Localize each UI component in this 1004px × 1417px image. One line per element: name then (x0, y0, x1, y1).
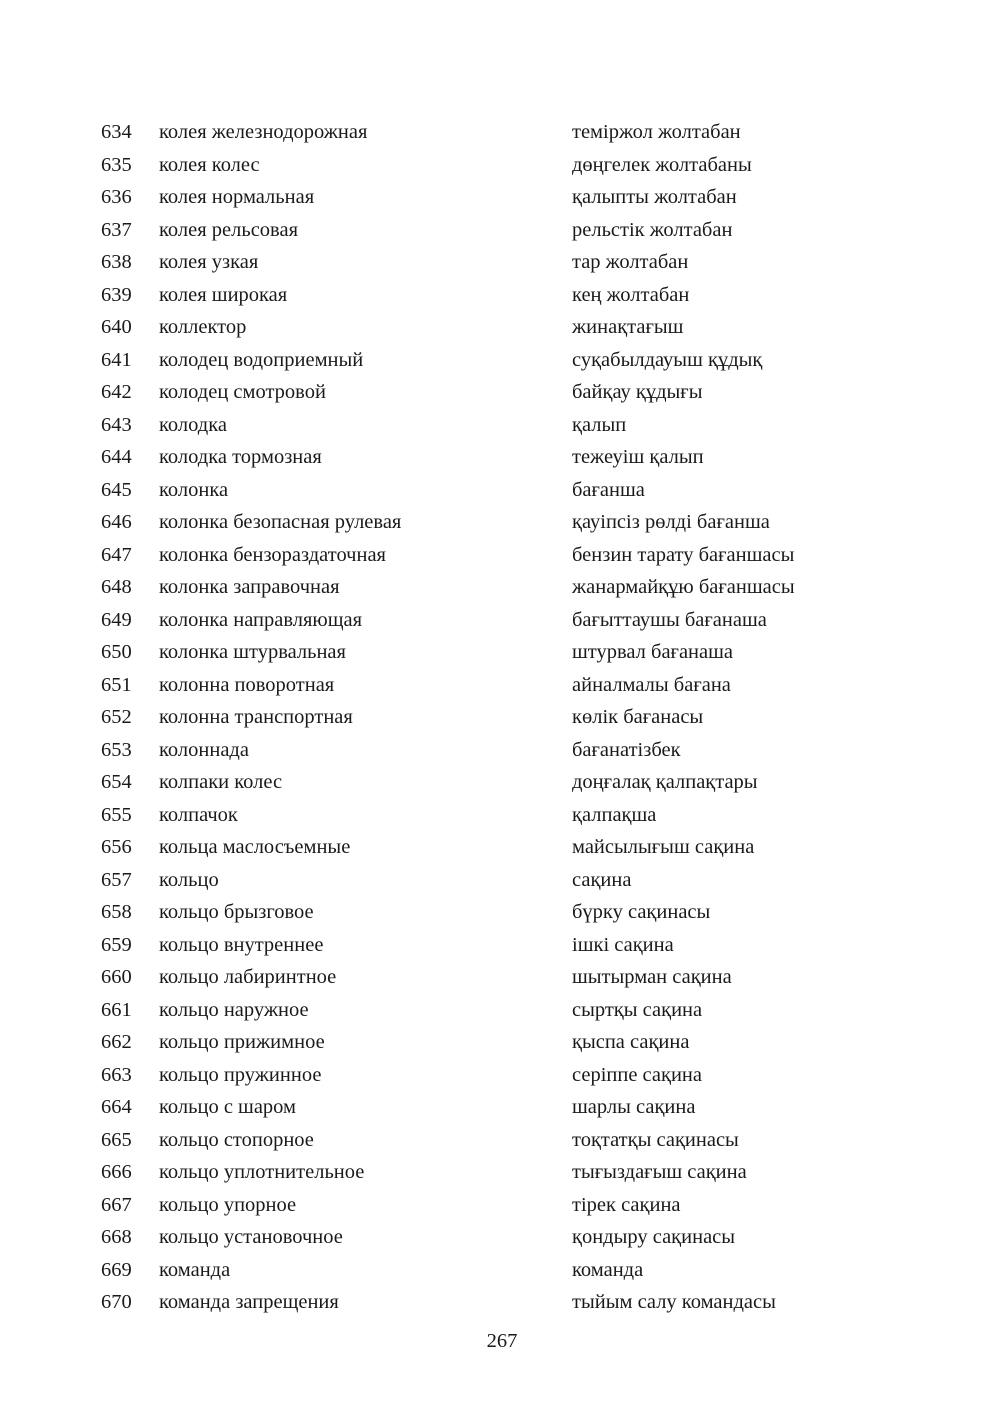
kazakh-term: бағанша (572, 478, 645, 501)
entry-number: 649 (101, 608, 132, 631)
kazakh-term: кең жолтабан (572, 283, 690, 306)
kazakh-term: майсылығыш сақина (572, 836, 755, 858)
kazakh-term: тежеуіш қалып (572, 446, 704, 468)
entry-number: 641 (101, 348, 132, 371)
russian-term: колонка заправочная (159, 576, 340, 598)
russian-term: кольцо лабиринтное (159, 966, 337, 988)
entry-number: 638 (101, 251, 132, 273)
entry-number: 658 (101, 901, 132, 923)
kazakh-term: ішкі сақина (572, 933, 674, 956)
list-item (0, 1124, 1004, 1157)
kazakh-term: доңғалақ қалпақтары (572, 771, 758, 793)
entry-number: 636 (101, 186, 132, 208)
entry-number: 659 (101, 933, 132, 956)
list-item (0, 344, 1004, 377)
entry-number: 650 (101, 641, 132, 663)
russian-term: колоннада (159, 738, 249, 761)
kazakh-term: тыйым салу командасы (572, 1291, 776, 1313)
kazakh-term: штурвал бағанаша (572, 641, 734, 663)
kazakh-term: тоқтатқы сақинасы (572, 1128, 739, 1151)
list-item (0, 441, 1004, 474)
russian-term: колонка (159, 478, 229, 501)
russian-term: колея колес (159, 153, 260, 176)
entry-number: 645 (101, 478, 132, 501)
entry-number: 642 (101, 381, 132, 403)
list-item (0, 1286, 1004, 1319)
list-item (0, 116, 1004, 149)
kazakh-term: тірек сақина (572, 1193, 681, 1216)
russian-term: кольцо упорное (159, 1193, 297, 1216)
russian-term: кольцо брызговое (159, 901, 314, 923)
russian-term: колонка бензораздаточная (159, 543, 386, 566)
list-item (0, 506, 1004, 539)
kazakh-term: шарлы сақина (572, 1096, 696, 1118)
list-item (0, 669, 1004, 702)
russian-term: колодец водоприемный (159, 348, 364, 371)
entry-number: 666 (101, 1161, 132, 1183)
russian-term: колпачок (159, 803, 238, 826)
russian-term: команда (159, 1258, 231, 1281)
russian-term: колея нормальная (159, 186, 315, 208)
russian-term: колея широкая (159, 283, 288, 306)
russian-term: колонка направляющая (159, 608, 363, 631)
kazakh-term: дөңгелек жолтабаны (572, 153, 752, 176)
list-item (0, 994, 1004, 1027)
kazakh-term: қыспа сақина (572, 1031, 690, 1053)
list-item (0, 539, 1004, 572)
russian-term: колонка штурвальная (159, 641, 346, 663)
kazakh-term: бағанатізбек (572, 738, 681, 761)
kazakh-term: сақина (572, 868, 632, 891)
kazakh-term: қалып (572, 413, 627, 436)
russian-term: колея рельсовая (159, 218, 298, 241)
entry-number: 668 (101, 1226, 132, 1248)
list-item (0, 961, 1004, 994)
glossary-list (0, 116, 1004, 1319)
entry-number: 662 (101, 1031, 132, 1053)
russian-term: коллектор (159, 316, 247, 338)
entry-number: 655 (101, 803, 132, 826)
kazakh-term: сыртқы сақина (572, 998, 703, 1021)
russian-term: кольцо внутреннее (159, 933, 324, 956)
kazakh-term: бензин тарату бағаншасы (572, 543, 795, 566)
russian-term: кольцо прижимное (159, 1031, 325, 1053)
entry-number: 665 (101, 1128, 132, 1151)
entry-number: 639 (101, 283, 132, 306)
list-item (0, 1026, 1004, 1059)
entry-number: 634 (101, 121, 132, 143)
list-item (0, 279, 1004, 312)
entry-number: 653 (101, 738, 132, 761)
kazakh-term: тығыздағыш сақина (572, 1161, 747, 1183)
list-item (0, 896, 1004, 929)
russian-term: колонна поворотная (159, 673, 335, 696)
russian-term: кольца маслосъемные (159, 836, 351, 858)
russian-term: кольцо наружное (159, 998, 309, 1021)
russian-term: колея узкая (159, 251, 259, 273)
kazakh-term: рельстік жолтабан (572, 218, 733, 241)
kazakh-term: көлік бағанасы (572, 706, 704, 728)
entry-number: 643 (101, 413, 132, 436)
kazakh-term: команда (572, 1258, 644, 1281)
list-item (0, 181, 1004, 214)
entry-number: 640 (101, 316, 132, 338)
list-item (0, 1091, 1004, 1124)
kazakh-term: суқабылдауыш құдық (572, 348, 763, 371)
page-number: 267 (486, 1330, 518, 1352)
list-item (0, 214, 1004, 247)
kazakh-term: қалпақша (572, 803, 657, 826)
kazakh-term: теміржол жолтабан (572, 121, 741, 143)
entry-number: 657 (101, 868, 132, 891)
russian-term: колодка (159, 413, 227, 436)
russian-term: кольцо пружинное (159, 1063, 322, 1086)
entry-number: 637 (101, 218, 132, 241)
list-item (0, 636, 1004, 669)
list-item (0, 766, 1004, 799)
russian-term: кольцо стопорное (159, 1128, 314, 1151)
entry-number: 669 (101, 1258, 132, 1281)
list-item (0, 929, 1004, 962)
entry-number: 644 (101, 446, 132, 468)
entry-number: 654 (101, 771, 132, 793)
kazakh-term: бүрку сақинасы (572, 901, 711, 923)
list-item (0, 604, 1004, 637)
russian-term: кольцо (159, 868, 219, 891)
list-item (0, 1221, 1004, 1254)
list-item (0, 734, 1004, 767)
entry-number: 670 (101, 1291, 132, 1313)
list-item (0, 311, 1004, 344)
entry-number: 648 (101, 576, 132, 598)
russian-term: кольцо уплотнительное (159, 1161, 365, 1183)
entry-number: 646 (101, 511, 132, 533)
list-item (0, 831, 1004, 864)
list-item (0, 149, 1004, 182)
list-item (0, 864, 1004, 897)
kazakh-term: қауіпсіз рөлді бағанша (572, 511, 770, 533)
kazakh-term: қалыпты жолтабан (572, 186, 737, 208)
list-item (0, 799, 1004, 832)
entry-number: 660 (101, 966, 132, 988)
entry-number: 651 (101, 673, 132, 696)
russian-term: колодка тормозная (159, 446, 322, 468)
list-item (0, 1156, 1004, 1189)
russian-term: колпаки колес (159, 771, 283, 793)
entry-number: 652 (101, 706, 132, 728)
entry-number: 635 (101, 153, 132, 176)
russian-term: колодец смотровой (159, 381, 326, 403)
kazakh-term: шытырман сақина (572, 966, 732, 988)
list-item (0, 246, 1004, 279)
list-item (0, 571, 1004, 604)
list-item (0, 376, 1004, 409)
kazakh-term: бағыттаушы бағанаша (572, 608, 767, 631)
kazakh-term: серіппе сақина (572, 1063, 703, 1086)
list-item (0, 409, 1004, 442)
kazakh-term: жанармайқұю бағаншасы (572, 576, 795, 598)
list-item (0, 701, 1004, 734)
kazakh-term: қондыру сақинасы (572, 1226, 736, 1248)
list-item (0, 1189, 1004, 1222)
entry-number: 656 (101, 836, 132, 858)
list-item (0, 1254, 1004, 1287)
list-item (0, 1059, 1004, 1092)
kazakh-term: байқау құдығы (572, 381, 703, 403)
russian-term: команда запрещения (159, 1291, 339, 1313)
list-item (0, 474, 1004, 507)
entry-number: 661 (101, 998, 132, 1021)
kazakh-term: жинақтағыш (572, 316, 684, 338)
russian-term: колонна транспортная (159, 706, 353, 728)
kazakh-term: тар жолтабан (572, 251, 689, 273)
russian-term: колея железнодорожная (159, 121, 368, 143)
russian-term: колонка безопасная рулевая (159, 511, 402, 533)
entry-number: 663 (101, 1063, 132, 1086)
entry-number: 667 (101, 1193, 132, 1216)
russian-term: кольцо установочное (159, 1226, 343, 1248)
entry-number: 647 (101, 543, 132, 566)
kazakh-term: айналмалы бағана (572, 673, 731, 696)
russian-term: кольцо с шаром (159, 1096, 297, 1118)
entry-number: 664 (101, 1096, 132, 1118)
